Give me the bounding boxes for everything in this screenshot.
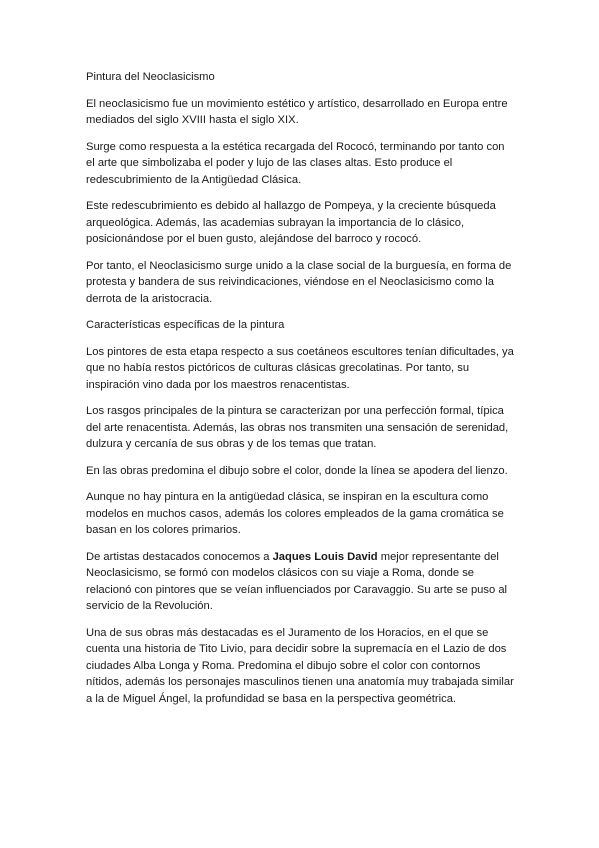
document-body: [86, 69, 516, 717]
paragraph-david: [86, 549, 516, 615]
document-title: Pintura del Neoclasicismo: [86, 71, 215, 83]
paragraph-horacios: Una de sus obras más destacadas es el Juramento de los Horacios, en el que se cuenta una historia de Tito Livio, para decidir sobre la supremacía en el Lazio de dos ciudades Alba Longa y Roma. Predomina el dibujo sobre el color con contornos nítidos, además los personajes masculinos tienen una anatomía muy trabajada similar a la de Miguel Ángel, la profundidad se basa en la perspectiva geométrica.: [86, 626, 514, 705]
paragraph-origin: Surge como respuesta a la estética recargada del Rococó, terminando por tanto con el arte que simbolizaba el poder y lujo de las clases altas. Esto produce el redescubrimiento de la Antigüedad Clásica.: [86, 140, 505, 186]
paragraph-bourgeoisie: Por tanto, el Neoclasicismo surge unido a la clase social de la burguesía, en forma de protesta y bandera de sus reivindicaciones, viéndose en el Neoclasicismo como la derrota de la aristocracia.: [86, 259, 512, 305]
paragraph-drawing: En las obras predomina el dibujo sobre el color, donde la línea se apodera del lienzo.: [86, 464, 508, 477]
paragraph-intro: El neoclasicismo fue un movimiento estético y artístico, desarrollado en Europa entre mediados del siglo XVIII hasta el siglo XIX.: [86, 97, 508, 126]
paragraph-sculpture: Aunque no hay pintura en la antigüedad clásica, se inspiran en la escultura como modelos en muchos casos, además los colores empleados de la gama cromática se basan en los colores primarios.: [86, 491, 504, 536]
david-text-after: mejor representante del Neoclasicismo, se formó con modelos clásicos con su viaje a Roma, donde se relacionó con pintores que se veían influenciados por Caravaggio. Su arte se puso al servicio de la Revolución.: [86, 550, 508, 612]
david-name: Jaques Louis David: [272, 550, 378, 563]
paragraph-traits: Los rasgos principales de la pintura se caracterizan por una perfección formal, típica del arte renacentista. Además, las obras nos transmiten una sensación de serenidad, dulzura y cercanía de sus obras y de los temas que tratan.: [86, 405, 509, 450]
section-subheading: Características específicas de la pintura: [86, 319, 285, 331]
paragraph-painters: Los pintores de esta etapa respecto a sus coetáneos escultores tenían dificultades, ya que no había restos pictóricos de culturas clásicas grecolatinas. Por tanto, su inspiración vino dada por los maestros renacentistas.: [86, 345, 514, 391]
david-text-before: De artistas destacados conocemos a: [86, 550, 273, 563]
paragraph-rediscovery: Este redescubrimiento es debido al hallazgo de Pompeya, y la creciente búsqueda arqueológica. Además, las academias subrayan la importancia de lo clásico, posicionándose por el buen gusto, alejándose del barroco y rococó.: [86, 200, 496, 245]
